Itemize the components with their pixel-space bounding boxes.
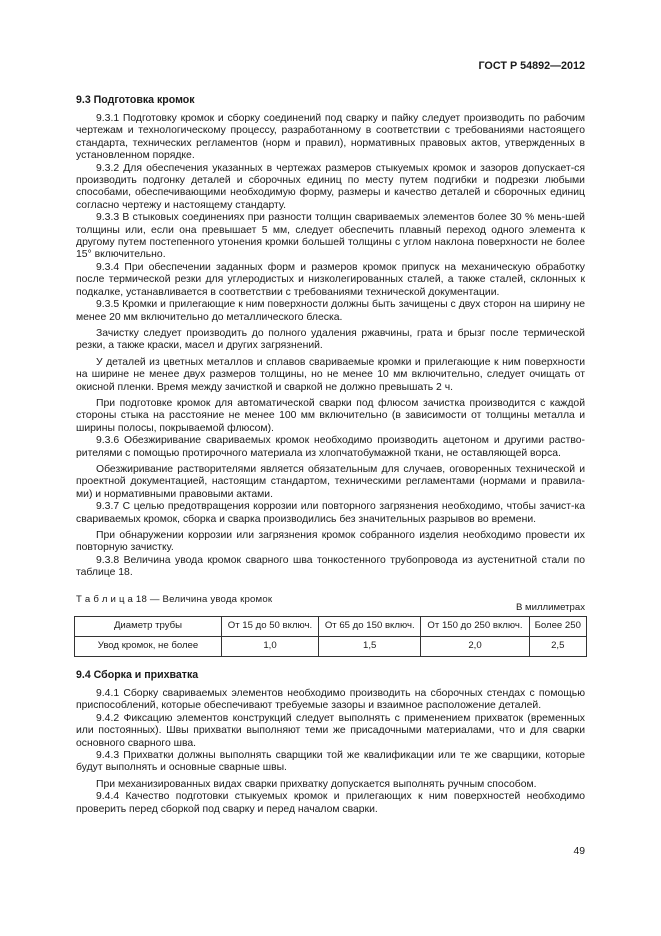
value-cell: 1,0 xyxy=(222,637,319,657)
table-caption: Т а б л и ц а 18 — Величина увода кромок xyxy=(76,593,273,605)
paragraph-degreasing: Обезжиривание растворителями является обязательным для случаев, оговоренных технической и проектной документацией, настоящим стандартом, техническими регламентами (нормами и правила-ми) и нормативными правовыми актами. xyxy=(76,463,585,500)
paragraph-9-3-5: 9.3.5 Кромки и прилегающие к ним поверхности должны быть зачищены с двух сторон на ширину не менее 20 мм включительно до металлического блеска. xyxy=(76,299,585,323)
table-row xyxy=(75,637,587,657)
paragraph-9-4-4: 9.4.4 Качество подготовки стыкуемых кромок и прилегающих к ним поверхностей необходимо проверить перед сборкой под сварку и перед началом сварки. xyxy=(76,791,585,815)
header-cell: Диаметр трубы xyxy=(75,617,222,637)
row-label-cell: Увод кромок, не более xyxy=(75,637,222,657)
edge-offset-table xyxy=(74,616,587,657)
paragraph-9-4-2: 9.4.2 Фиксацию элементов конструкций следует выполнять с применением прихваток (временных или постоянных). Швы прихватки выполняют теми же присадочными материалами, что и для сварки основного сварного шва. xyxy=(76,712,585,749)
page-number: 49 xyxy=(573,846,585,857)
header-cell: От 65 до 150 включ. xyxy=(318,617,421,637)
table-units: В миллиметрах xyxy=(515,601,585,613)
header-cell: От 150 до 250 включ. xyxy=(421,617,529,637)
paragraph-9-3-1: 9.3.1 Подготовку кромок и сборку соединений под сварку и пайку следует производить по рабочим чертежам и технологическому процессу, разработанному в соответствии с требованиями настоящего стандарта, технических регламентов (норм и правил), нормативных правовых актов, утвержденных в установленном порядке. xyxy=(76,113,585,162)
paragraph-9-4-3: 9.4.3 Прихватки должны выполнять сварщики той же квалификации или те же сварщики, которые будут выполнять и основные сварные швы. xyxy=(76,750,585,774)
paragraph-9-3-4: 9.3.4 При обеспечении заданных форм и размеров кромок припуск на механическую обработку после термической резки для углеродистых и низколегированных сталей, а также сталей, склонных к подкалке, устанавливается в соответствии с требованиями технической документации. xyxy=(76,261,585,298)
paragraph-9-3-3: 9.3.3 В стыковых соединениях при разности толщин свариваемых элементов более 30 % мень-шей толщины или, если она превышает 5 мм, следует обеспечить плавный переход одного элемента к другому путем постепенного утонения кромки большей толщины с углом наклона поверхности не более 15° включительно. xyxy=(76,212,585,261)
table-caption-row xyxy=(76,593,585,613)
paragraph-flux-welding: При подготовке кромок для автоматической сварки под флюсом зачистка производится с каждой стороны стыка на расстояние не менее 100 мм включительно (в зависимости от толщины металла и ширины полосы, покрываемой флюсом). xyxy=(76,397,585,434)
paragraph-nonferrous: У деталей из цветных металлов и сплавов свариваемые кромки и прилегающие к ним поверхности на ширине не менее двух размеров толщины, но не менее 10 мм включительно, следует очищать от окисной пленки. Время между зачисткой и сваркой не должно превышать 2 ч. xyxy=(76,356,585,393)
value-cell: 2,0 xyxy=(421,637,529,657)
page-content xyxy=(76,94,585,816)
header-cell: Более 250 xyxy=(529,617,586,637)
table-header-row xyxy=(75,617,587,637)
paragraph-9-3-6: 9.3.6 Обезжиривание свариваемых кромок необходимо производить ацетоном и другими раство-рителями с помощью протирочного материала из хлопчатобумажной ткани, не оставляющей ворса. xyxy=(76,435,585,459)
header-cell: От 15 до 50 включ. xyxy=(222,617,319,637)
paragraph-9-3-2: 9.3.2 Для обеспечения указанных в чертежах размеров стыкуемых кромок и зазоров допускает-ся производить подгонку деталей и сборочных единиц по месту путем подгибки и подрезки любыми способами, обеспечивающими необходимую форму, размеры и качество деталей и сборочных единиц согласно чертежу и настоящему стандарту. xyxy=(76,162,585,211)
standard-code: ГОСТ Р 54892—2012 xyxy=(478,60,585,72)
section-9-4-title: 9.4 Сборка и прихватка xyxy=(76,669,199,682)
value-cell: 1,5 xyxy=(318,637,421,657)
paragraph-cleaning: Зачистку следует производить до полного удаления ржавчины, грата и брызг после термической резки, а также краски, масел и других загрязнений. xyxy=(76,327,585,352)
paragraph-9-4-1: 9.4.1 Сборку свариваемых элементов необходимо производить на сборочных стендах с помощью приспособлений, которые обеспечивают требуемые зазоры и взаимное расположение деталей. xyxy=(76,688,585,712)
paragraph-9-3-7: 9.3.7 С целью предотвращения коррозии или повторного загрязнения необходимо, чтобы зачист-ка свариваемых кромок, сборка и сварка производились без значительных разрывов во времени. xyxy=(76,501,585,525)
paragraph-corrosion: При обнаружении коррозии или загрязнения кромок собранного изделия необходимо провести их повторную зачистку. xyxy=(76,530,585,554)
paragraph-9-3-8: 9.3.8 Величина увода кромок сварного шва тонкостенного трубопровода из аустенитной стали по таблице 18. xyxy=(76,554,585,579)
paragraph-mechanized-tack: При механизированных видах сварки прихватку допускается выполнять ручным способом. xyxy=(96,778,537,790)
value-cell: 2,5 xyxy=(529,637,586,657)
section-9-3-title: 9.3 Подготовка кромок xyxy=(76,94,195,106)
